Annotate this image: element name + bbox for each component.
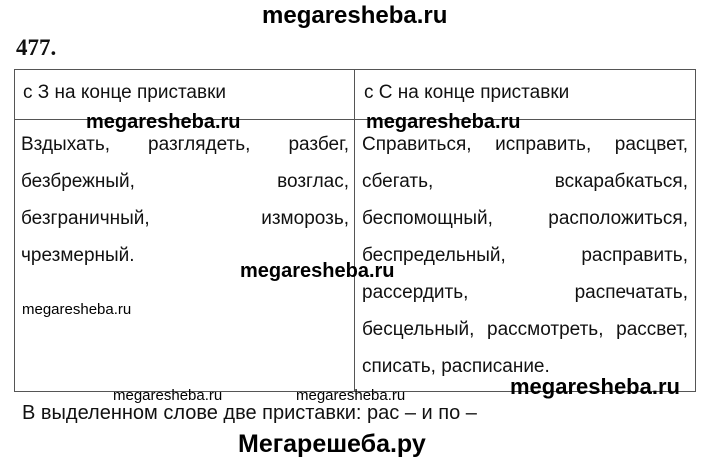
word: расписание. (441, 356, 550, 377)
word: распечатать, (574, 282, 688, 303)
table-header-right: с С на конце приставки (364, 82, 570, 103)
table-row (362, 311, 688, 348)
table-column-left (21, 126, 349, 274)
word: изморозь, (261, 208, 349, 229)
word: бесцельный, (362, 319, 475, 340)
word: беспомощный, (362, 208, 493, 229)
table-row (362, 163, 688, 200)
word: чрезмерный. (21, 245, 135, 266)
site-watermark-middle: megaresheba.ru (240, 260, 395, 282)
word: рассвет, (616, 319, 688, 340)
table-column-right (362, 126, 688, 385)
word: Справиться, (362, 134, 472, 155)
site-watermark-top: megaresheba.ru (262, 2, 448, 29)
word: Вздыхать, (21, 134, 111, 155)
site-watermark-small-left: megaresheba.ru (22, 301, 132, 318)
site-watermark-cell-left: megaresheba.ru (86, 111, 241, 133)
word: беспредельный, (362, 245, 506, 266)
word: безграничный, (21, 208, 150, 229)
word: расправить, (581, 245, 688, 266)
table-row (362, 200, 688, 237)
task-number: 477. (16, 35, 57, 60)
site-watermark-bottom-right: megaresheba.ru (510, 374, 680, 399)
site-watermark-small-b: megaresheba.ru (296, 387, 406, 404)
site-watermark-small-a: megaresheba.ru (113, 387, 223, 404)
table-row (21, 200, 349, 237)
word: расцвет, (614, 134, 688, 155)
word: вскарабкаться, (554, 171, 688, 192)
word: списать, (362, 356, 436, 377)
site-watermark-bottom: Мегарешеба.ру (238, 430, 426, 458)
word: исправить, (495, 134, 592, 155)
word: разбег, (288, 134, 349, 155)
table-row (362, 237, 688, 274)
table-header-left: с З на конце приставки (23, 82, 227, 103)
word: сбегать, (362, 171, 434, 192)
word: рассмотреть, (487, 319, 604, 340)
word: разглядеть, (148, 134, 251, 155)
word: расположиться, (548, 208, 688, 229)
answer-note: В выделенном слове две приставки: рас – и по – (22, 402, 477, 424)
table-row (362, 274, 688, 311)
word: возглас, (277, 171, 349, 192)
word: рассердить, (362, 282, 469, 303)
table-row (21, 163, 349, 200)
site-watermark-cell-right: megaresheba.ru (366, 111, 521, 133)
word: безбрежный, (21, 171, 135, 192)
